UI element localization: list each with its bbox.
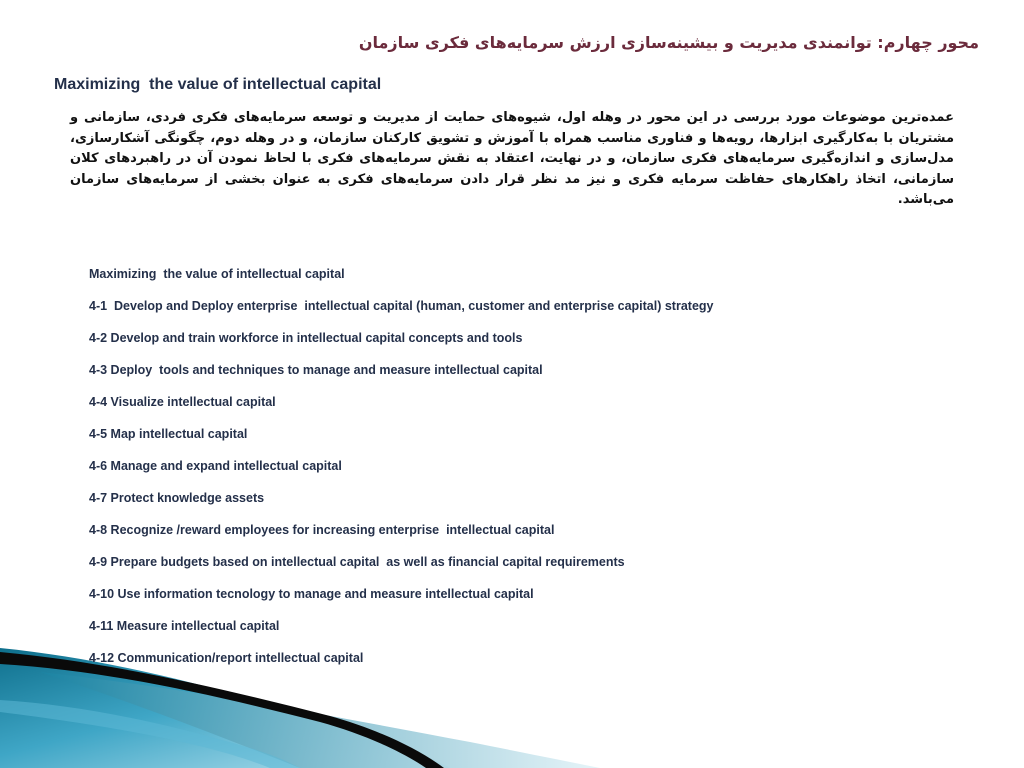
list-item: 4-6 Manage and expand intellectual capital: [89, 459, 342, 473]
capital-list: [89, 266, 969, 682]
english-title: Maximizing the value of intellectual capital: [54, 76, 382, 93]
list-heading: Maximizing the value of intellectual capital: [89, 267, 345, 281]
list-item: 4-10 Use information tecnology to manage and measure intellectual capital: [89, 587, 534, 601]
list-item: 4-9 Prepare budgets based on intellectual capital as well as financial capital requirements: [89, 555, 625, 569]
list-item: 4-1 Develop and Deploy enterprise intellectual capital (human, customer and enterprise capital) strategy: [89, 299, 714, 313]
list-item: 4-2 Develop and train workforce in intellectual capital concepts and tools: [89, 331, 523, 345]
list-item: 4-5 Map intellectual capital: [89, 427, 248, 441]
list-item: 4-4 Visualize intellectual capital: [89, 395, 276, 409]
list-item: 4-11 Measure intellectual capital: [89, 619, 280, 633]
persian-body-paragraph: عمده‌ترین موضوعات مورد بررسی در این محور در وهله اول، شیوه‌های حمایت از مدیریت و توسعه سرمایه‌های فکری فردی، سازمانی و مشتریان با به‌کارگیری ابزارها، رویه‌ها و فناوری مناسب همراه با آموزش و تشویق کارکنان سازمان، و در وهله دوم، چگونگی آشکارسازی، مدل‌سازی و اندازه‌گیری سرمایه‌های فکری سازمان، و در نهایت، اعتقاد به نقش سرمایه‌های فکری با لحاظ نمودن آن در راهبردهای کلان سازمانی، اتخاذ راهکارهای حفاظت سرمایه فکری و نیز مد نظر قرار دادن سرمایه‌های فکری به عنوان بخشی از سرمایه‌های سازمان می‌باشد.: [70, 110, 954, 207]
list-item: 4-7 Protect knowledge assets: [89, 491, 265, 505]
persian-title: محور چهارم: توانمندی مدیریت و بیشینه‌سازی ارزش سرمایه‌های فکری سازمان: [358, 33, 979, 52]
list-item: 4-12 Communication/report intellectual capital: [89, 651, 364, 665]
list-item: 4-3 Deploy tools and techniques to manage and measure intellectual capital: [89, 363, 543, 377]
list-item: 4-8 Recognize /reward employees for increasing enterprise intellectual capital: [89, 523, 555, 537]
